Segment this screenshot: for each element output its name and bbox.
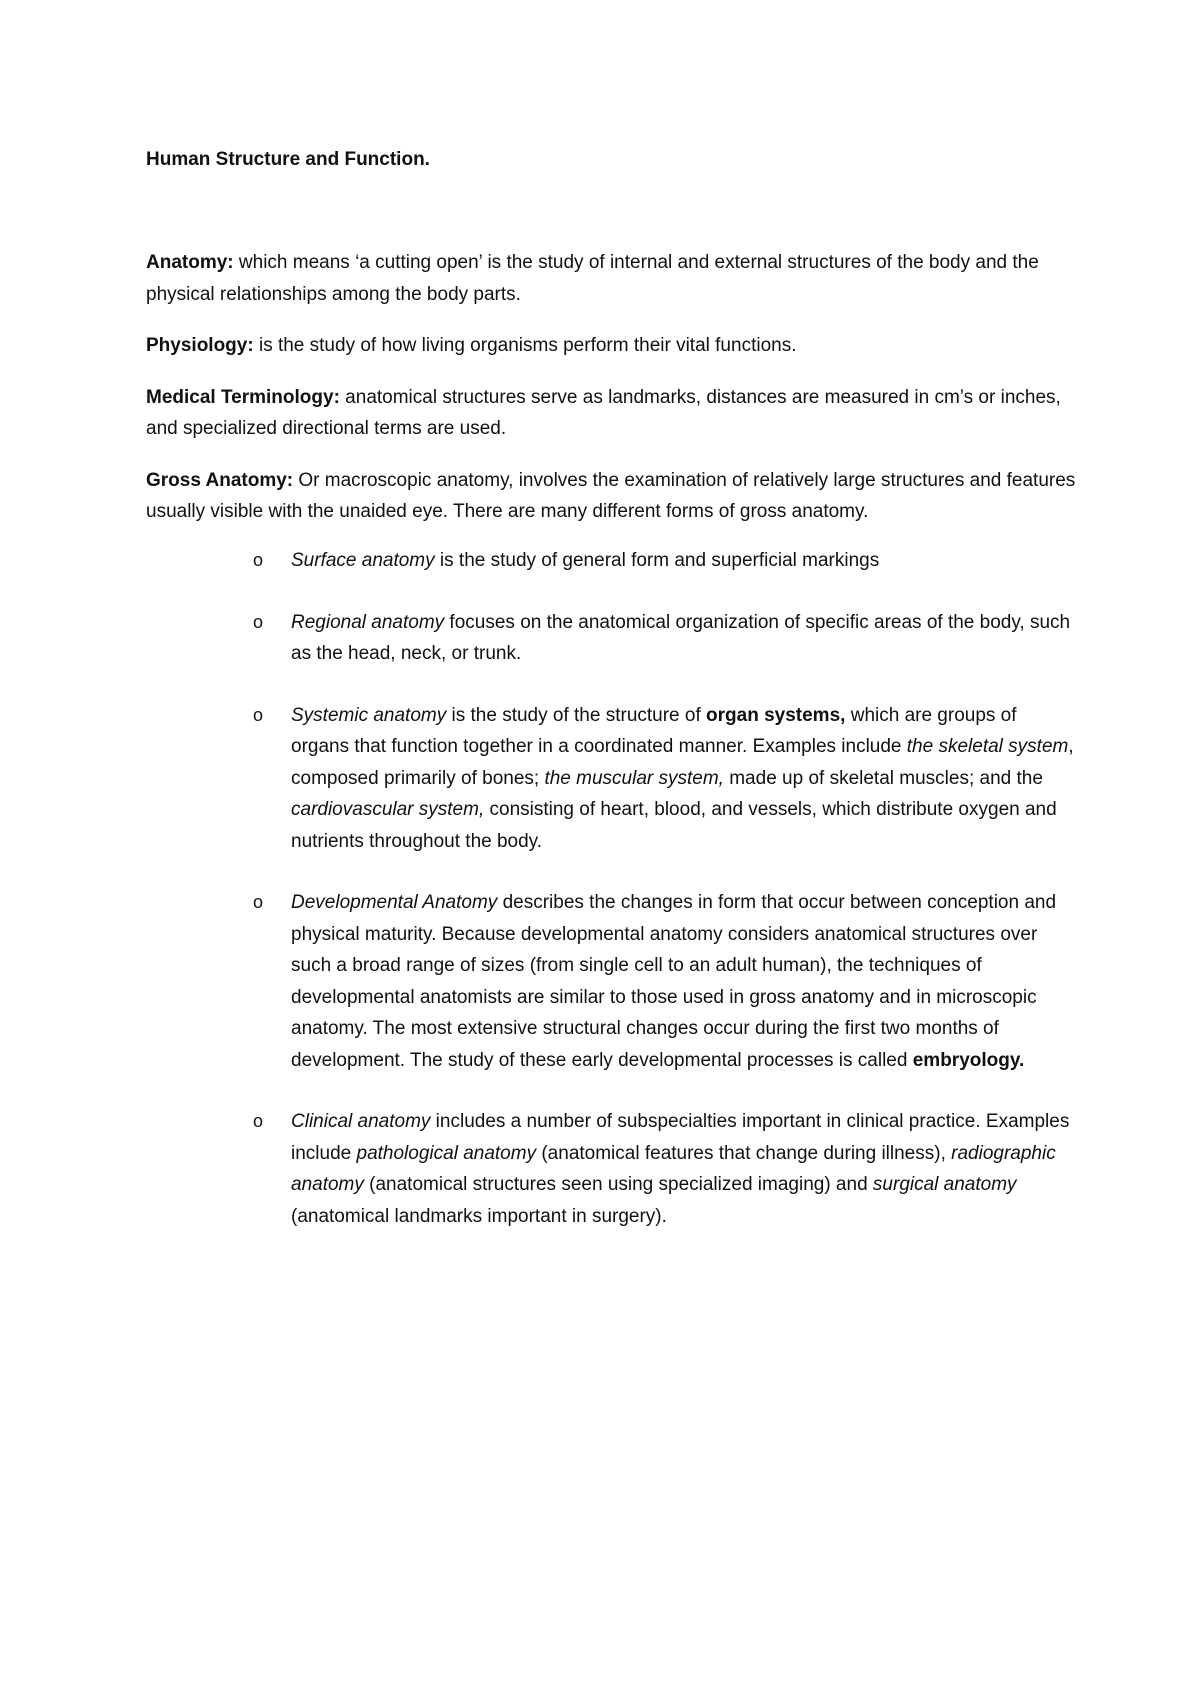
list-item-clinical-anatomy xyxy=(146,1106,1076,1232)
definition-anatomy xyxy=(146,247,1076,310)
list-item-term: Developmental Anatomy xyxy=(291,892,498,913)
bullet-icon: o xyxy=(253,611,264,632)
bullet-icon: o xyxy=(253,892,264,912)
list-item-italic-text: cardiovascular system, xyxy=(291,799,485,820)
gross-anatomy-list xyxy=(146,545,1076,1262)
document-title: Human Structure and Function. xyxy=(146,149,430,170)
list-item-bold-text: organ systems, xyxy=(706,704,846,726)
list-item-text: focuses on the anatomical organization of specific areas of the body, such as the head, neck, or trunk. xyxy=(291,611,1071,664)
definition-text: which means ‘a cutting open’ is the study of internal and external structures of the body and the physical relationships among the body parts. xyxy=(146,252,1039,305)
bullet-icon: o xyxy=(253,704,264,725)
definition-term: Anatomy: xyxy=(146,252,234,273)
list-item-italic-text: pathological anatomy xyxy=(356,1142,537,1164)
definitions-section xyxy=(146,247,1076,548)
list-item-text: (anatomical features that change during illness), xyxy=(536,1142,952,1164)
list-item-bold-text: embryology. xyxy=(912,1049,1025,1071)
list-item-italic-text: the skeletal system xyxy=(906,736,1069,757)
list-item-term: Surface anatomy xyxy=(291,550,435,571)
list-item-italic-text: the muscular system, xyxy=(544,767,724,789)
definition-term: Medical Terminology: xyxy=(146,386,340,408)
list-item-text: (anatomical structures seen using specialized imaging) and xyxy=(363,1174,873,1195)
list-item-text: made up of skeletal muscles; and the xyxy=(723,767,1043,789)
definition-text: is the study of how living organisms perform their vital functions. xyxy=(253,335,797,356)
definition-text: anatomical structures serve as landmarks, distances are measured in cm’s or inches, and specialized directional terms are used. xyxy=(146,386,1061,439)
definition-gross-anatomy xyxy=(146,465,1076,528)
list-item-term: Systemic anatomy xyxy=(291,704,447,726)
list-item-text: , composed primarily of bones; xyxy=(291,736,1074,789)
list-item-italic-text: radiographic anatomy xyxy=(291,1142,1056,1195)
list-item-text: is the study of general form and superficial markings xyxy=(434,550,880,571)
list-item-term: Regional anatomy xyxy=(291,611,445,633)
list-item-italic-text: surgical anatomy xyxy=(872,1174,1017,1195)
list-item-text: which are groups of organs that function together in a coordinated manner. Examples include xyxy=(291,704,1017,757)
list-item-developmental-anatomy xyxy=(146,887,1076,1076)
definition-text: Or macroscopic anatomy, involves the examination of relatively large structures and features usually visible with the unaided eye. There are many different forms of gross anatomy. xyxy=(146,469,1076,522)
list-item-text: is the study of the structure of xyxy=(446,704,707,726)
list-item-text: describes the changes in form that occur between conception and physical maturity. Because developmental anatomy considers anatomical structures over such a broad range of sizes (from single cell to an adult human), the techniques of developmental anatomists are similar to those used in gross anatomy and in microscopic anatomy. The most extensive structural changes occur during the first two months of development. The study of these early developmental processes is called xyxy=(291,892,1057,1071)
list-item-text: includes a number of subspecialties important in clinical practice. Examples include xyxy=(291,1111,1070,1164)
list-item-systemic-anatomy xyxy=(146,700,1076,858)
definition-term: Gross Anatomy: xyxy=(146,469,294,491)
list-item-term: Clinical anatomy xyxy=(291,1111,431,1132)
list-item-surface-anatomy xyxy=(146,545,1076,577)
list-item-text: (anatomical landmarks important in surgery). xyxy=(291,1205,667,1227)
definition-medical-terminology xyxy=(146,382,1076,445)
list-item-regional-anatomy xyxy=(146,607,1076,670)
bullet-icon: o xyxy=(253,550,264,570)
bullet-icon: o xyxy=(253,1111,264,1131)
definition-term: Physiology: xyxy=(146,335,254,356)
list-item-text: consisting of heart, blood, and vessels, which distribute oxygen and nutrients throughout the body. xyxy=(291,799,1057,852)
definition-physiology xyxy=(146,330,1076,362)
